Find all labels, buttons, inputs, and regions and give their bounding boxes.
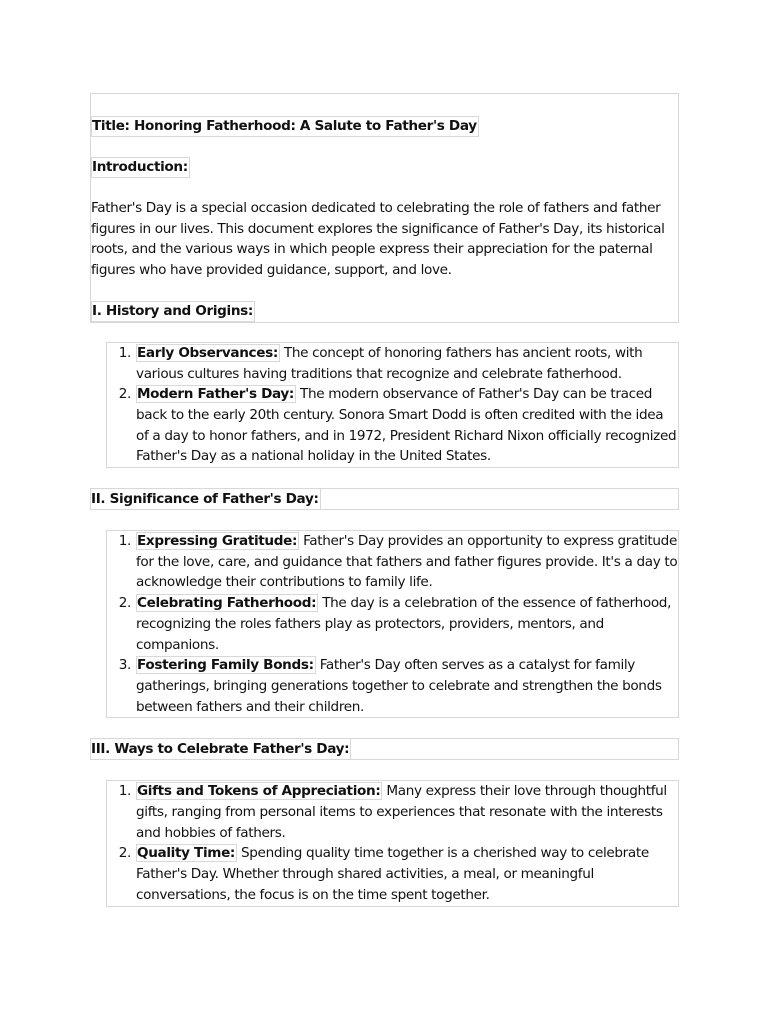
list-item-term: Fostering Family Bonds: — [137, 657, 314, 674]
document-title: Title: Honoring Fatherhood: A Salute to Father's Day — [91, 116, 479, 137]
section-heading-history: I. History and Origins: — [91, 301, 255, 322]
list-item — [135, 655, 678, 717]
list-item-text: Many express their love through thoughtful gifts, ranging from personal items to experiences that resonate with the interests and hobbies of fathers. — [136, 783, 667, 841]
list-item — [135, 384, 678, 467]
list-item-term: Gifts and Tokens of Appreciation: — [137, 783, 381, 800]
section-heading-ways-box — [90, 738, 679, 760]
list-item-text: The day is a celebration of the essence of fatherhood, recognizing the roles fathers play as protectors, providers, mentors, and companions. — [136, 595, 672, 653]
list-item — [135, 531, 678, 593]
list-item — [135, 593, 678, 655]
intro-paragraph: Father's Day is a special occasion dedicated to celebrating the role of fathers and father figures in our lives. This document explores the significance of Father's Day, its historical roots, and the various ways in which people express their appreciation for the paternal figures who have provided guidance, support, and love. — [91, 200, 665, 279]
list-item-text: The modern observance of Father's Day can be traced back to the early 20th century. Sonora Smart Dodd is often credited with the idea of a day to honor fathers, and in 1972, President Richard Nixon officially recognized Father's Day as a national holiday in the United States. — [136, 386, 677, 465]
list-item-term: Early Observances: — [137, 344, 278, 361]
intro-heading: Introduction: — [91, 157, 190, 178]
list-item-term: Expressing Gratitude: — [137, 533, 298, 550]
list-item-text: Father's Day provides an opportunity to express gratitude for the love, care, and guidance that fathers and father figures provide. It's a day to acknowledge their contributions to family life. — [136, 533, 678, 591]
section-heading-ways: III. Ways to Celebrate Father's Day: — [91, 741, 350, 758]
list-item-text: Father's Day often serves as a catalyst for family gatherings, bringing generations together to celebrate and strengthen the bonds between fathers and their children. — [136, 657, 662, 715]
significance-list — [106, 530, 679, 718]
ways-list — [106, 780, 679, 906]
document-page — [90, 93, 679, 907]
intro-block — [90, 93, 679, 323]
list-item-term: Quality Time: — [137, 845, 236, 862]
section-heading-significance: II. Significance of Father's Day: — [91, 491, 319, 508]
section-heading-significance-box — [90, 488, 679, 510]
list-item — [135, 843, 678, 905]
list-item — [135, 343, 678, 384]
list-item-term: Modern Father's Day: — [137, 386, 295, 403]
list-item-text: Spending quality time together is a cherished way to celebrate Father's Day. Whether through shared activities, a meal, or meaningful conversations, the focus is on the time spent together. — [136, 845, 649, 903]
list-item — [135, 781, 678, 843]
history-list — [106, 342, 679, 468]
list-item-term: Celebrating Fatherhood: — [137, 595, 317, 612]
list-item-text: The concept of honoring fathers has ancient roots, with various cultures having traditions that recognize and celebrate fatherhood. — [136, 344, 643, 382]
